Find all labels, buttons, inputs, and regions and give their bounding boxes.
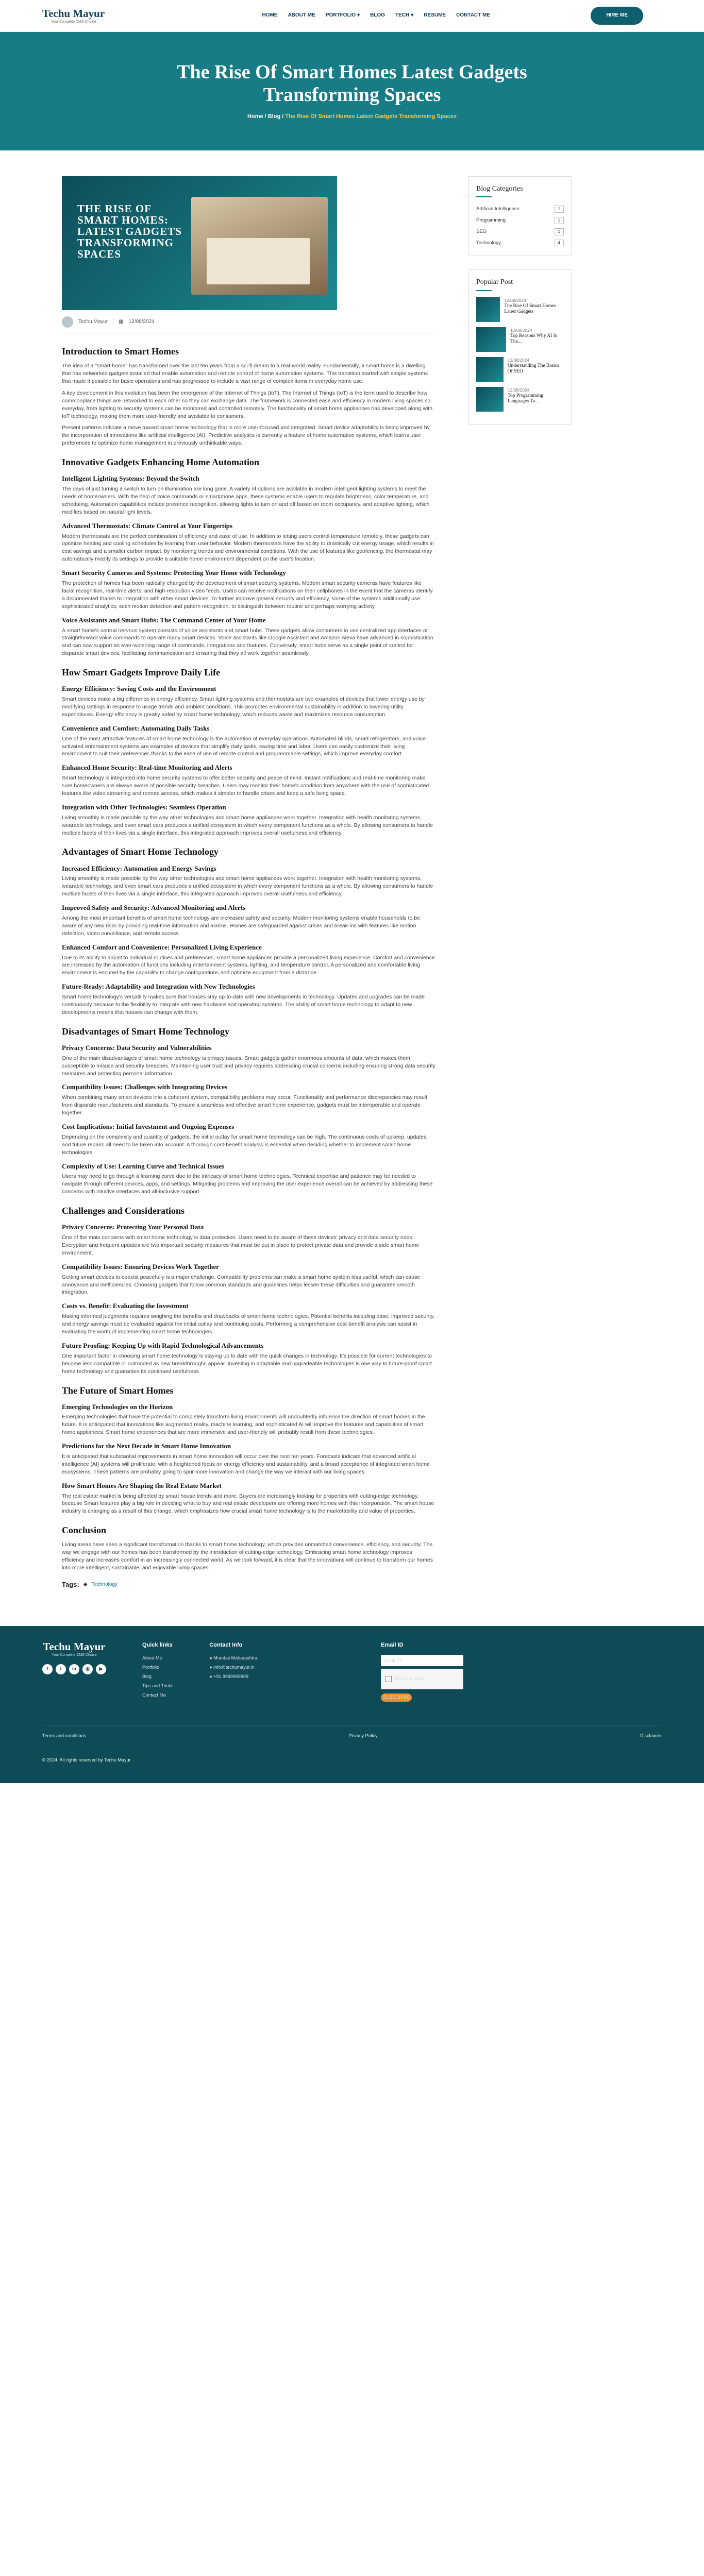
site-footer <box>0 1626 704 1783</box>
category-count: 1 <box>555 228 564 235</box>
paragraph: Emerging technologies that have the potential to completely transform living environments will undoubtedly influence the direction of smart homes in the future. It is anticipated that innovations like augmented reality, machine learning, and sophisticated AI will improve the features and capabilities of smart home appliances. Smart home experiences that are more immersive and user-friendly will probably result from these technologies. <box>62 1414 425 1436</box>
popular-post-title: Top Programming Languages To... <box>507 393 544 404</box>
disclaimer-link[interactable]: Disclaimer <box>640 1733 662 1738</box>
post-author[interactable]: Techu Mayur <box>78 318 108 325</box>
phone-icon: ● <box>209 1673 214 1679</box>
footer-link[interactable]: Portfolio <box>142 1664 160 1670</box>
subsection-heading: Increased Efficiency: Automation and Energy Savings <box>62 864 216 872</box>
contact-info-title: Contact Info <box>209 1641 243 1648</box>
post-tags <box>62 1580 435 1590</box>
category-item[interactable] <box>476 215 564 226</box>
sidebar <box>468 176 572 1590</box>
popular-post-title: The Rise Of Smart Homes Latest Gadgets <box>504 303 557 314</box>
footer-bottom <box>42 1725 662 1739</box>
paragraph: The idea of a "smart home" has transformed over the last ten years from a sci-fi dream to a real-world reality. Fundamentally, a smart home is a dwelling that has networked gadgets installed that enable automation and remote control of home automation systems. This transition started with simple systems that made it possible for basic operations and has progressed to include a vast range of complex items in everyday home use. <box>62 363 428 384</box>
recaptcha-label: I'm not a robot <box>395 1676 425 1682</box>
recaptcha[interactable] <box>381 1669 463 1689</box>
popular-post-item[interactable] <box>476 297 564 322</box>
category-item[interactable] <box>476 226 564 238</box>
paragraph: One of the main concerns with smart home technology is data protection. Users need to be aware of these devices' privacy and data security rules. Encryption and frequent updates are two important security measures that must be put in place to protect private data and provide a safe smart home environment. <box>62 1234 420 1256</box>
paragraph: Making informed judgments requires weighing the benefits and drawbacks of smart home technologies. Potential benefits including ease, improved security, and energy savings must be evaluated against the initial outlay and continuing costs. Performing a comprehensive cost-benefit analysis can assist in evaluating the worth of implementing smart home technologies. <box>62 1313 435 1335</box>
subsection-heading: Enhanced Comfort and Convenience: Personalized Living Experience <box>62 943 262 951</box>
paragraph: Modern thermostats are the perfect combination of efficiency and ease of use. In addition to letting users control temperature remotely, these gadgets can optimize heating and cooling schedules by learning from user behavior. Modern thermostats have the ability to drastically cut energy usage, which results in cost savings and a smaller carbon impact, by monitoring trends and environmental conditions. With the use of features like geofencing, the thermostat may automatically modify its settings to provide a suitable home environment dependent on the user's location. <box>62 533 434 563</box>
paragraph: The days of just turning a switch to turn on illumination are long gone. A variety of options are available in modern intelligent lighting systems to meet the needs of homeowners. With the help of voice commands or smartphone apps, these systems enable users to regulate brightness, color temperature, and scheduling. Automation capabilities include presence recognition, allowing lights to turn on and off based on room occupancy, and adaptive lighting, which modifies based on natural light levels. <box>62 486 430 515</box>
article-section <box>62 455 435 657</box>
blog-categories <box>468 176 572 256</box>
subsection-heading: Privacy Concerns: Data Security and Vulnerabilities <box>62 1043 212 1052</box>
category-item[interactable] <box>476 204 564 215</box>
paragraph: When combining many smart devices into a coherent system, compatibility problems may occur. Functionality and performance discrepancies may result from disparate manufacturers and standards. To ensure a seamless and effective smart home experience, gadgets must be interoperable and operate together. <box>62 1094 428 1116</box>
subsection-heading: Voice Assistants and Smart Hubs: The Command Center of Your Home <box>62 616 266 624</box>
paragraph: Smart technology is integrated into home security systems to offer better security and peace of mind. Instant notifications and real-time monitoring make sure homeowners are always aware of possible security breaches. Users may monitor their home's condition from anywhere with the use of sophisticated features like video streaming and remote access, which makes it simpler to handle crises and keep a safe living space. <box>62 775 429 796</box>
social-links <box>42 1664 106 1674</box>
contact-email[interactable] <box>209 1664 257 1671</box>
paragraph: Smart home technology's versatility makes sure that houses stay up-to-date with new developments in technology. Updates and upgrades can be made continuously because to the flexibility to integrate with new hardware and operating systems. The ability of smart home technology to adapt to new developments means that houses can change with them. <box>62 994 425 1015</box>
featured-photo <box>191 197 328 295</box>
category-item[interactable] <box>476 238 564 249</box>
nav-blog[interactable]: BLOG <box>370 12 385 19</box>
section-heading: Conclusion <box>62 1525 107 1536</box>
subsection-heading: Advanced Thermostats: Climate Control at Your Fingertips <box>62 521 233 530</box>
paragraph: One important factor in choosing smart home technology is staying up to date with the quick changes in technology. It's possible for current technologies to become less compatible or outmoded as new breakthroughs appear. Investing in adaptable and upgradeable technologies is one way to future-proof smart home technology and guarantee its continued usefulness. <box>62 1352 432 1375</box>
footer-brand <box>42 1641 106 1704</box>
article-body <box>62 345 435 1572</box>
footer-link[interactable]: Blog <box>142 1673 152 1679</box>
footer-link[interactable]: Contact Me <box>142 1692 166 1698</box>
subsection-heading: Smart Security Cameras and Systems: Protecting Your Home with Technology <box>62 569 286 577</box>
popular-post-item[interactable] <box>476 327 564 352</box>
footer-brand-tagline: Your Complete CMS Choice <box>52 1653 97 1657</box>
title-underline <box>476 196 492 197</box>
page-hero <box>0 32 704 150</box>
subsection-heading: Compatibility Issues: Challenges with Integrating Devices <box>62 1083 228 1091</box>
subsection-heading: Compatibility Issues: Ensuring Devices Work Together <box>62 1262 219 1270</box>
contact-info <box>209 1641 257 1704</box>
nav-portfolio[interactable] <box>326 12 360 20</box>
chevron-down-icon: ▾ <box>357 12 360 19</box>
article-section <box>62 345 435 447</box>
newsletter-title: Email ID <box>381 1641 404 1648</box>
post-meta <box>62 316 435 328</box>
subsection-heading: Integration with Other Technologies: Seamless Operation <box>62 803 226 811</box>
featured-image-text: THE RISE OF SMART HOMES: LATEST GADGETS TRANSFORMING SPACES <box>77 202 182 261</box>
subsection-heading: Convenience and Comfort: Automating Daily Tasks <box>62 724 210 732</box>
category-count: 1 <box>555 217 564 224</box>
categories-title: Blog Categories <box>476 185 523 193</box>
paragraph: Living smoothly is made possible by the way other technologies and smart home appliances work together. Integration with health monitoring systems, wearable technology, and even smart cars produces a unified ecosystem in which every component functions as a whole. By allowing consumers to handle multiple facets of their lives via a single interface, this integrated approach improves overall usefulness and efficiency. <box>62 875 433 897</box>
footer-brand-name: Techu Mayur <box>43 1640 106 1653</box>
popular-post-item[interactable] <box>476 387 564 412</box>
article-section <box>62 845 435 1016</box>
article-section <box>62 1204 435 1375</box>
subsection-heading: Emerging Technologies on the Horizon <box>62 1402 173 1411</box>
subsection-heading: Future-Ready: Adaptability and Integration with New Technologies <box>62 982 255 991</box>
popular-post-item[interactable] <box>476 357 564 382</box>
checkbox-icon[interactable] <box>385 1676 392 1682</box>
contact-phone[interactable] <box>209 1673 257 1680</box>
breadcrumb: Home / Blog / The Rise Of Smart Homes Latest Gadgets Transforming Spaces <box>247 113 457 120</box>
main-nav <box>262 12 490 20</box>
calendar-icon: ▦ <box>119 318 124 325</box>
contact-location-text: Mumbai Maharashtra <box>213 1655 258 1660</box>
article-section <box>62 1523 435 1572</box>
paragraph: The protection of homes has been radically changed by the development of smart security systems. Modern smart security cameras have features like facial recognition, real-time alerts, and high-resolution video feeds. Users can receive notifications on their cellphones in the event that the cameras identify a disconnected thanks to integration with other smart devices. To further improve general security and efficiency, some of the systems additionally use sophisticated analytics, such motion detection and pattern recognition, to distinguish between routine and perhaps worrying activity. <box>62 580 433 609</box>
title-underline <box>476 290 492 291</box>
brand-tagline: Your Complete CMS Choice <box>51 20 96 24</box>
subsection-heading: Complexity of Use: Learning Curve and Technical Issues <box>62 1162 225 1170</box>
page-title: The Rise Of Smart Homes Latest Gadgets Transforming Spaces <box>177 61 527 106</box>
popular-posts <box>468 269 572 424</box>
article-section <box>62 666 435 837</box>
nav-resume[interactable]: RESUME <box>424 12 446 19</box>
tag-icon: ◆ <box>83 1582 88 1588</box>
paragraph: Users may need to go through a learning curve due to the intricacy of smart home technologies. Technical expertise and patience may be needed to navigate through different devices, apps, and settings. Mitigating problems and improving the user experience overall can be achieved by addressing these concerns with intuitive interfaces and all-inclusive support. <box>62 1173 433 1195</box>
section-heading: The Future of Smart Homes <box>62 1385 174 1396</box>
paragraph: Among the most important benefits of smart home technology are increased safety and security. Modern monitoring systems enable households to be aware of any new risks by providing real-time information and alarms. Homes are safeguarded against crises and break-ins with features like motion detection, video surveillance, and remote access. <box>62 914 420 937</box>
subsection-heading: Enhanced Home Security: Real-time Monitoring and Alerts <box>62 764 232 772</box>
paragraph: The real estate market is being affected by smart house trends and more. Buyers are increasingly looking for properties with cutting-edge technology, because Smart features play a big role in deciding what to buy and real estate developers are offering more homes with this incorporation. The smart house industry is changing as a result of this change, which emphasizes how crucial smart home technology is to the marketability and value of properties. <box>62 1493 434 1515</box>
quick-links <box>142 1641 173 1704</box>
paragraph: Living smoothly is made possible by the way other technologies and smart home appliances work together. Integration with health monitoring systems, wearable technology, and even smart cars produces a unified ecosystem in which every component functions as a whole. By allowing consumers to handle multiple facets of their lives via a single interface, this integrated approach improves overall usefulness and efficiency. <box>62 814 433 836</box>
subscribe-button[interactable]: SUBSCRIBE <box>381 1693 412 1702</box>
subsection-heading: Future Proofing: Keeping Up with Rapid Technological Advancements <box>62 1341 264 1349</box>
tags-label: Tags: <box>62 1581 79 1588</box>
category-count: 1 <box>555 206 564 213</box>
tag-technology[interactable]: Technology <box>91 1582 118 1588</box>
paragraph: Getting smart devices to coexist peacefully is a major challenge. Compatibility problems can make a smart home system less useful, which can cause annoyance and inefficiencies. Choosing gadgets that follow common standards and guidelines helps lessen these difficulties and guarantee smooth integration. <box>62 1274 421 1296</box>
section-heading: Advantages of Smart Home Technology <box>62 846 219 857</box>
section-heading: Disadvantages of Smart Home Technology <box>62 1026 230 1037</box>
breadcrumb-blog[interactable]: Blog <box>267 113 281 120</box>
category-name: SEO <box>476 228 487 234</box>
nav-home[interactable]: HOME <box>262 12 278 19</box>
subsection-heading: Cost Implications: Initial Investment and Ongoing Expenses <box>62 1123 234 1131</box>
paragraph: One of the main disadvantages of smart home technology is privacy issues. Smart gadgets gather enormous amounts of data, which makes them susceptible to misuse and security breaches. Maintaining user trust and privacy requires addressing crucial concerns including ensuring strong data security measures and protecting personal information. <box>62 1055 435 1077</box>
article-section <box>62 1384 435 1516</box>
footer-link[interactable]: Tips and Tricks <box>142 1683 174 1688</box>
nav-about[interactable]: ABOUT ME <box>288 12 315 19</box>
post-date: 12/08/2024 <box>128 318 155 325</box>
nav-tech[interactable] <box>395 12 413 20</box>
top-nav <box>0 0 704 32</box>
post-thumbnail <box>476 327 506 352</box>
subsection-heading: Predictions for the Next Decade in Smart Home Innovation <box>62 1442 231 1450</box>
subsection-heading: Improved Safety and Security: Advanced Monitoring and Alerts <box>62 904 246 912</box>
category-count: 4 <box>555 240 564 247</box>
breadcrumb-current: The Rise Of Smart Homes Latest Gadgets Transforming Spaces <box>285 113 457 120</box>
linkedin-icon[interactable]: in <box>69 1664 79 1674</box>
subsection-heading: How Smart Homes Are Shaping the Real Estate Market <box>62 1481 222 1489</box>
paragraph: A smart home's central nervous system consists of voice assistants and smart hubs. These gadgets allow consumers to use centralized app interfaces or straightforward voice commands to operate many smart devices. Voice assistants like Google Assistant and Amazon Alexa have advanced in sophistication and can now support an ever-widening range of commands, integrations and features. Conversely, smart hubs serve as a single point of control for disparate smart devices, facilitating communication and ensuring that they all work together seamlessly. <box>62 627 433 657</box>
location-icon: ● <box>209 1655 214 1660</box>
category-name: Programming <box>476 217 506 224</box>
article <box>62 176 435 1590</box>
nav-contact[interactable]: CONTACT ME <box>456 12 491 19</box>
popular-post-title: Top Reasons Why AI Is The... <box>510 333 557 344</box>
newsletter <box>381 1641 463 1704</box>
paragraph: Smart devices make a big difference in energy efficiency. Smart lighting systems and thermostats are two examples of devices that lower energy use by modifying settings in response to usage trends and ambient conditions. This promotes environmental sustainability in addition to lowering utility expenditures. Energy efficiency is greatly aided by smart home technology, which reduces waste and maximizes resource consumption. <box>62 696 425 718</box>
section-heading: Introduction to Smart Homes <box>62 346 179 357</box>
breadcrumb-home[interactable]: Home <box>247 113 263 120</box>
mail-icon: ● <box>209 1664 214 1670</box>
section-heading: How Smart Gadgets Improve Daily Life <box>62 667 221 678</box>
twitter-icon[interactable]: t <box>56 1664 66 1674</box>
section-heading: Challenges and Considerations <box>62 1206 185 1216</box>
brand-logo[interactable] <box>42 8 105 24</box>
copyright: © 2024. All rights reserved by Techu Mayur <box>42 1757 131 1762</box>
terms-link[interactable]: Terms and conditions <box>42 1733 87 1738</box>
chevron-down-icon: ▾ <box>411 12 414 19</box>
featured-image <box>62 176 337 310</box>
facebook-icon[interactable]: f <box>42 1664 53 1674</box>
hire-me-button[interactable]: HIRE ME <box>591 7 643 25</box>
popular-post-title: Understanding The Basics Of SEO <box>507 363 559 374</box>
privacy-link[interactable]: Privacy Policy <box>348 1733 378 1738</box>
footer-link[interactable]: About Me <box>142 1655 162 1660</box>
post-thumbnail <box>476 297 500 322</box>
paragraph: It is anticipated that substantial improvements in smart home innovation will occur over the next ten years. Forecasts indicate that advanced artificial intelligence (AI) systems will proliferate, with a heightened focus on energy efficiency and sustainability, and a broad acceptance of integrated smart home ecosystems. These patterns are probably going to spur more innovation and change the way we interact with our living spaces. <box>62 1453 430 1475</box>
youtube-icon[interactable]: ▶ <box>96 1664 106 1674</box>
paragraph: Due to its ability to adjust to individual routines and preferences, smart home appliances provide a personalized living experience. Comfort and convenience are increased by the automation of functions including entertainment systems, lighting, and temperature control. A personalized and comfortable living environment is ensured by the capability to change configurations and optimize equipment from a distance. <box>62 954 435 976</box>
popular-post-date: 12/08/2024 <box>507 357 530 363</box>
post-thumbnail <box>476 387 504 412</box>
author-avatar <box>62 316 73 328</box>
category-name: Technology <box>476 240 501 246</box>
nav-tech-label: TECH <box>395 12 410 19</box>
content-area <box>62 150 642 1590</box>
email-input[interactable]: Email ID* <box>381 1655 463 1666</box>
paragraph: A key development in this evolution has been the emergence of the Internet of Things (IoT). The Internet of Things (IoT) is the term used to describe how commonplace things are networked to each other so they can exchange data. The framework is connected ease and efficiency in modern living spaces so everyday, from lighting to security systems can be monitored and controlled remotely. The functionality of smart home appliances has developed along with IoT technology, making them more user-friendly and available to consumers. <box>62 389 433 419</box>
popular-post-date: 12/08/2024 <box>510 327 532 333</box>
subsection-heading: Privacy Concerns: Protecting Your Personal Data <box>62 1223 204 1231</box>
nav-portfolio-label: PORTFOLIO <box>325 12 356 19</box>
contact-email-text: info@techumayur.in <box>213 1664 255 1670</box>
paragraph: One of the most attractive features of smart home technology is the automation of everyday operations. Automated blinds, smart refrigerators, and voice-activated entertainment systems are examples of devices that simplify daily tasks, saving time and labor. Users can easily customize their living environment to suit their preferences thanks to the ease of use of remote control and programmable settings, which improve everyday comfort. <box>62 735 428 757</box>
popular-title: Popular Post <box>476 278 513 286</box>
subsection-heading: Costs vs. Benefit: Evaluating the Investment <box>62 1302 189 1310</box>
subsection-heading: Energy Efficiency: Saving Costs and the Environment <box>62 685 216 693</box>
post-thumbnail <box>476 357 504 382</box>
contact-location <box>209 1655 257 1662</box>
subsection-heading: Intelligent Lighting Systems: Beyond the Switch <box>62 474 199 483</box>
paragraph: Depending on the complexity and quantity of gadgets, the initial outlay for smart home technology can be high. The continuous costs of upkeep, updates, and future repairs all need to be taken into account. A thorough cost-benefit analysis is essential when deciding whether to implement smart home technologies. <box>62 1133 428 1156</box>
quick-links-title: Quick links <box>142 1641 173 1648</box>
popular-post-date: 12/08/2024 <box>504 297 526 303</box>
paragraph: Present patterns indicate a move toward smart home technology that is more user-focused and integrated. Smart device adaptability is being improved by the incorporation of innovations like artificial intelligence (AI). Predictive analytics is currently a feature of home automation systems, which learns user preferences to optimize home management in previously unthinkable ways. <box>62 425 430 447</box>
article-section <box>62 1025 435 1196</box>
brand-name: Techu Mayur <box>42 7 105 20</box>
section-heading: Innovative Gadgets Enhancing Home Automation <box>62 457 260 468</box>
contact-phone-text: +91 9999999999 <box>213 1673 248 1679</box>
popular-post-date: 12/08/2024 <box>507 387 530 393</box>
category-name: Artificial Intelligence <box>476 206 519 212</box>
instagram-icon[interactable]: ◎ <box>82 1664 93 1674</box>
paragraph: Living areas have seen a significant transformation thanks to smart home technology, which provides unmatched convenience, efficiency, and security. The way we engage with our homes has been transformed by the introduction of cutting-edge technology. Embracing smart home technology improves efficiency and increases comfort in an increasingly connected world. As we look forward, it is clear that the innovations will continue to transform our homes into more intelligent, sustainable, and enjoyable living spaces. <box>62 1541 433 1571</box>
